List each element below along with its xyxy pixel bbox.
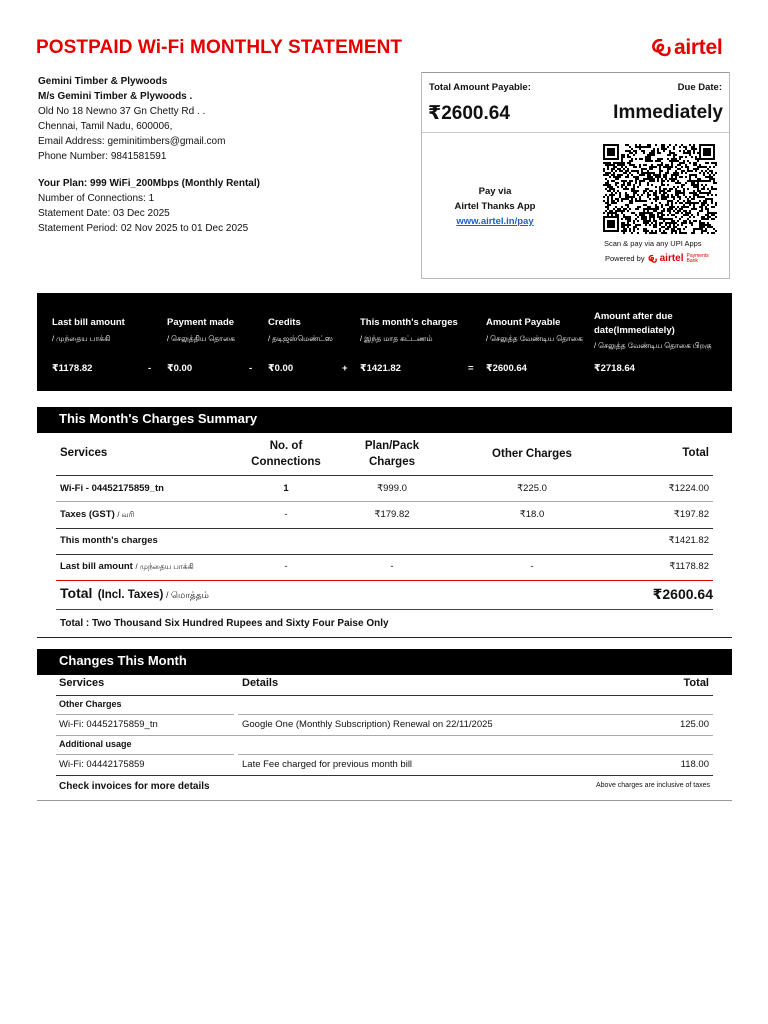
last-bill-tamil: / முந்தைய பாக்கி (52, 334, 111, 343)
pay-via-block (442, 184, 548, 229)
pay-app-label: Airtel Thanks App (454, 201, 536, 212)
plan-connections: Number of Connections: 1 (38, 193, 155, 204)
airtel-swirl-icon (651, 39, 671, 57)
powered-by-label: Powered by (605, 254, 645, 263)
statement-period: Statement Period: 02 Nov 2025 to 01 Dec 2025 (38, 223, 249, 234)
airtel-wordmark: airtel (674, 36, 723, 59)
grand-total-value: ₹2600.64 (652, 586, 713, 602)
amount-payable-label: Amount Payable (486, 317, 561, 328)
last-bill-label: Last bill amount (52, 317, 125, 328)
statement-title: POSTPAID Wi-Fi MONTHLY STATEMENT (36, 37, 403, 58)
changes-col-details: Details (242, 677, 279, 689)
customer-phone: Phone Number: 9841581591 (38, 151, 167, 162)
payment-made-label: Payment made (167, 317, 235, 328)
inclusive-taxes-note: Above charges are inclusive of taxes (595, 782, 710, 789)
changes-col-services: Services (59, 677, 105, 689)
total-payable-label: Total Amount Payable: (429, 82, 531, 93)
last-bill-value: ₹1178.82 (52, 363, 93, 374)
credits-label: Credits (268, 317, 301, 328)
payment-made-value: ₹0.00 (167, 363, 193, 374)
payment-box (421, 72, 730, 279)
customer-address-2: Chennai, Tamil Nadu, 600006, (38, 121, 173, 132)
customer-details (38, 74, 225, 164)
operator-plus: + (342, 363, 348, 374)
credits-tamil: / தடிஜஸ்மெண்ட்ஸ (268, 334, 333, 343)
operator-minus: - (148, 363, 152, 374)
upi-qr-code-icon[interactable] (603, 144, 717, 234)
month-charges-label: This month's charges (360, 317, 458, 328)
col-connections: No. of Connections (251, 440, 321, 468)
pay-link[interactable]: www.airtel.in/pay (456, 216, 534, 227)
pay-via-label: Pay via (478, 186, 512, 197)
after-due-label: Amount after due date(Immediately) (594, 311, 675, 336)
airtel-swirl-icon (648, 255, 657, 263)
total-payable-value: ₹2600.64 (428, 103, 510, 124)
plan-details (38, 176, 260, 236)
scan-upi-text: Scan & pay via any UPI Apps (604, 239, 702, 248)
customer-company: M/s Gemini Timber & Plywoods . (38, 91, 193, 102)
payment-made-tamil: / செலுத்திய தொகை (167, 334, 235, 343)
customer-address-1: Old No 18 Newno 37 Gn Chetty Rd . . (38, 106, 206, 117)
statement-date: Statement Date: 03 Dec 2025 (38, 208, 170, 219)
powered-brand: airtel (659, 253, 684, 264)
check-invoices-link[interactable]: Check invoices for more details (59, 781, 210, 792)
changes-col-total: Total (683, 677, 709, 689)
amount-payable-value: ₹2600.64 (486, 363, 527, 374)
changes-title: Changes This Month (37, 649, 732, 675)
col-total: Total (682, 447, 709, 459)
due-date-label: Due Date: (677, 82, 722, 93)
col-other-charges: Other Charges (492, 448, 572, 460)
col-services: Services (60, 447, 108, 459)
operator-equals: = (468, 363, 474, 374)
amount-payable-tamil: / செலுத்த வேண்டிய தொகை (486, 334, 583, 343)
credits-value: ₹0.00 (268, 363, 294, 374)
after-due-tamil: / செலுத்த வேண்டிய தொகை பிறகு (594, 341, 712, 350)
powered-by (605, 253, 709, 264)
month-charges-value: ₹1421.82 (360, 363, 401, 374)
month-charges-tamil: / இந்த மாத கட்டணம் (360, 334, 433, 343)
customer-email: Email Address: geminitimbers@gmail.com (38, 136, 226, 147)
customer-name: Gemini Timber & Plywoods (38, 76, 168, 87)
charges-summary-title: This Month's Charges Summary (37, 407, 732, 433)
plan-name: Your Plan: 999 WiFi_200Mbps (Monthly Rental) (38, 178, 260, 189)
total-in-words: Total : Two Thousand Six Hundred Rupees and Sixty Four Paise Only (60, 618, 389, 629)
changes-group-other-charges: Other Charges (59, 699, 122, 709)
bill-summary-bar (37, 293, 732, 391)
operator-minus: - (249, 363, 253, 374)
after-due-value: ₹2718.64 (594, 363, 635, 374)
payments-bank-label: Payments Bank (686, 252, 709, 264)
due-date-value: Immediately (613, 102, 723, 123)
changes-group-additional-usage: Additional usage (59, 739, 132, 749)
airtel-logo (651, 36, 722, 60)
col-plan-charges: Plan/Pack Charges (364, 440, 420, 468)
